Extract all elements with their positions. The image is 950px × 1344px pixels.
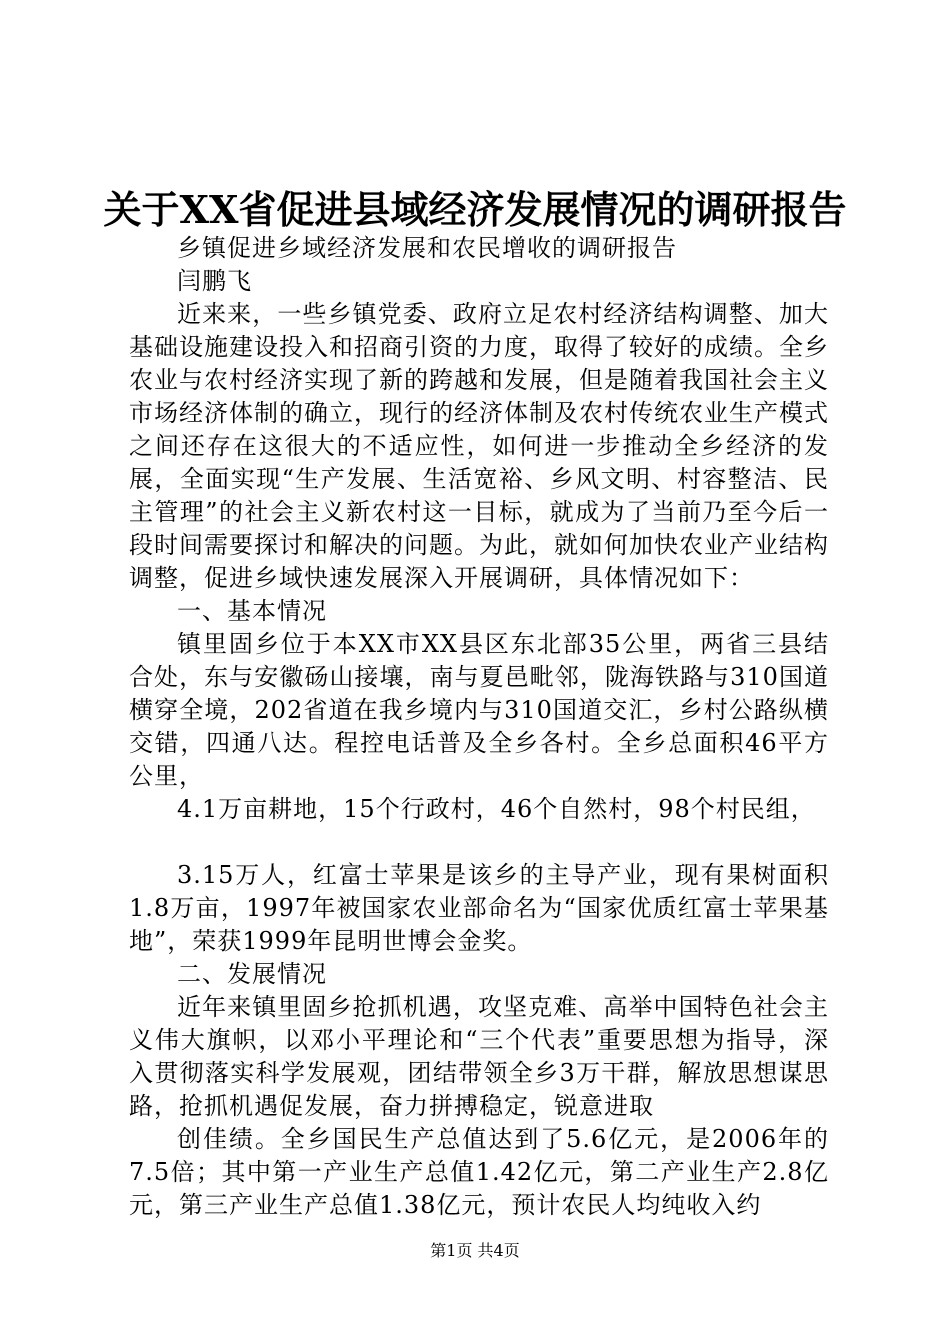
development-paragraph: 近年来镇里固乡抢抓机遇，攻坚克难、高举中国特色社会主义伟大旗帜，以邓小平理论和“三个代表”重要思想为指导，深入贯彻落实科学发展观，团结带领全乡3万干群，解放思想谋思路，抢抓机遇促发展，奋力拼搏稳定，锐意进取 <box>129 993 829 1120</box>
achievement-paragraph: 创佳绩。全乡国民生产总值达到了5.6亿元，是2006年的7.5倍；其中第一产业生产总值1.42亿元，第二产业生产2.8亿元，第三产业生产总值1.38亿元，预计农民人均纯收入约 <box>129 1125 829 1219</box>
basic-info-paragraph: 镇里固乡位于本XX市XX县区东北部35公里，两省三县结合处，东与安徽砀山接壤，南与夏邑毗邻，陇海铁路与310国道横穿全境，202省道在我乡境内与310国道交汇，乡村公路纵横交错，四通八达。程控电话普及全乡各村。全乡总面积46平方公里， <box>129 630 829 790</box>
population-paragraph: 3.15万人，红富士苹果是该乡的主导产业，现有果树面积1.8万亩，1997年被国家农业部命名为“国家优质红富士苹果基地”，荣获1999年昆明世博会金奖。 <box>129 861 829 955</box>
subtitle-paragraph: 乡镇促进乡域经济发展和农民增收的调研报告 <box>177 234 677 262</box>
intro-paragraph: 近来来，一些乡镇党委、政府立足农村经济结构调整、加大基础设施建设投入和招商引资的力度，取得了较好的成绩。全乡农业与农村经济实现了新的跨越和发展，但是随着我国社会主义市场经济体制的确立，现行的经济体制及农村传统农业生产模式之间还存在这很大的不适应性，如何进一步推动全乡经济的发展，全面实现“生产发展、生活宽裕、乡风文明、村容整洁、民主管理”的社会主义新农村这一目标，就成为了当前乃至今后一段时间需要探讨和解决的问题。为此，就如何加快农业产业结构调整，促进乡域快速发展深入开展调研，具体情况如下： <box>129 300 829 592</box>
document-title: 关于XX省促进县域经济发展情况的调研报告 <box>103 187 847 232</box>
farmland-paragraph: 4.1万亩耕地，15个行政村，46个自然村，98个村民组， <box>177 795 816 823</box>
page-number-footer: 第1页 共4页 <box>430 1241 520 1260</box>
author-paragraph: 闫鹏飞 <box>177 267 252 295</box>
section-heading-basic: 一、基本情况 <box>177 597 327 625</box>
document-body <box>129 232 829 1222</box>
section-heading-development: 二、发展情况 <box>177 960 327 988</box>
